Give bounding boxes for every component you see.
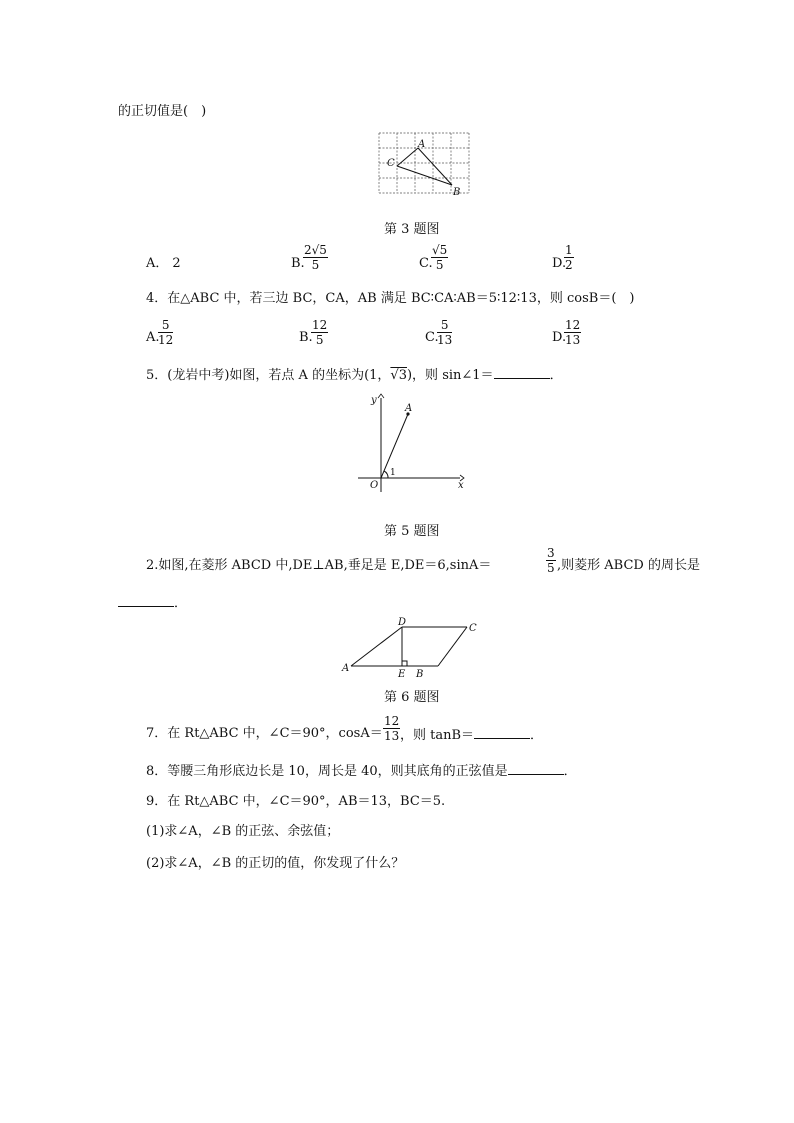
q9-sub2: (2)求∠A，∠B 的正切的值，你发现了什么？	[146, 856, 405, 871]
q6-answer-line: ．	[118, 594, 187, 612]
q5-sqrt-value: √3	[390, 368, 407, 383]
x-axis-label: x	[458, 480, 464, 491]
y-axis-label: y	[371, 395, 377, 406]
figure-3-caption: 第 3 题图	[384, 222, 440, 237]
q7-text-after: ，则 tanB＝ ．	[400, 728, 544, 743]
point-a-label: A	[405, 403, 413, 414]
q4-option-c-fraction: $\frac{5}{13}$	[437, 318, 453, 347]
q3-option-d-letter[interactable]: D.	[552, 256, 567, 271]
point-c-label: C	[387, 158, 395, 169]
figure-6-caption: 第 6 题图	[384, 690, 440, 705]
point-b-label: B	[453, 187, 461, 198]
q3-option-b-letter[interactable]: B.	[291, 256, 305, 271]
q4-option-c-letter[interactable]: C.	[425, 330, 439, 345]
figure-6-rhombus	[340, 616, 490, 682]
point-e-label: E	[398, 669, 406, 680]
point-a-label: A	[418, 139, 426, 150]
q3-option-c-fraction: $\frac{√5}{5}$	[432, 243, 448, 272]
q4-option-a-fraction: $\frac{5}{12}$	[158, 318, 174, 347]
q5-answer-blank[interactable]	[494, 366, 550, 379]
origin-label: O	[370, 480, 379, 491]
figure-3-grid	[374, 128, 474, 204]
q3-option-c-letter[interactable]: C.	[419, 256, 433, 271]
q6-text-before: 2.如图,在菱形 ABCD 中,DE⊥AB,垂足是 E,DE＝6,sinA＝	[146, 558, 492, 573]
vertex-c-label: C	[469, 623, 477, 634]
q4-option-d-letter[interactable]: D.	[552, 330, 567, 345]
q4-option-b-letter[interactable]: B.	[299, 330, 313, 345]
q8-answer-blank[interactable]	[508, 762, 564, 775]
q9-text: 9．在 Rt△ABC 中，∠C＝90°，AB＝13，BC＝5.	[146, 794, 446, 809]
q6-text-after: ,则菱形 ABCD 的周长是	[557, 558, 700, 573]
side-da	[351, 627, 402, 666]
lead-text: 的正切值是( )	[118, 104, 207, 119]
q7-fraction: $\frac{12}{13}$	[384, 714, 400, 743]
q9-sub1: (1)求∠A，∠B 的正弦、余弦值；	[146, 824, 340, 839]
side-bc	[438, 627, 467, 666]
vertex-a-label: A	[342, 663, 350, 674]
q4-option-b-fraction: $\frac{12}{5}$	[312, 318, 328, 347]
figure-5-caption: 第 5 题图	[384, 524, 440, 539]
q3-option-d-fraction: $\frac{1}{2}$	[565, 243, 573, 272]
vertex-b-label: B	[416, 669, 424, 680]
q4-text: 4．在△ABC 中，若三边 BC，CA，AB 满足 BC∶CA∶AB＝5∶12∶13，则 cosB＝( )	[146, 291, 635, 306]
q8-text: 8．等腰三角形底边长是 10，周长是 40，则其底角的正弦值是 ．	[146, 764, 577, 779]
q6-fraction: $\frac{3}{5}$	[547, 546, 555, 575]
q5-text: 5．(龙岩中考)如图，若点 A 的坐标为(1，√3)，则 sin∠1＝ ．	[146, 368, 563, 383]
q3-option-b-fraction: $\frac{2√5}{5}$	[304, 243, 327, 272]
angle-1-label: 1	[390, 468, 396, 478]
figure-5-coordinate	[354, 392, 472, 496]
vertex-d-label: D	[398, 617, 407, 628]
q7-text-before: 7．在 Rt△ABC 中，∠C＝90°，cosA＝	[146, 726, 383, 741]
q4-option-a-letter[interactable]: A.	[146, 330, 160, 345]
q6-answer-blank[interactable]	[118, 594, 174, 607]
q3-option-a[interactable]: A． 2	[146, 256, 181, 271]
q4-option-d-fraction: $\frac{12}{13}$	[565, 318, 581, 347]
q7-answer-blank[interactable]	[474, 726, 530, 739]
